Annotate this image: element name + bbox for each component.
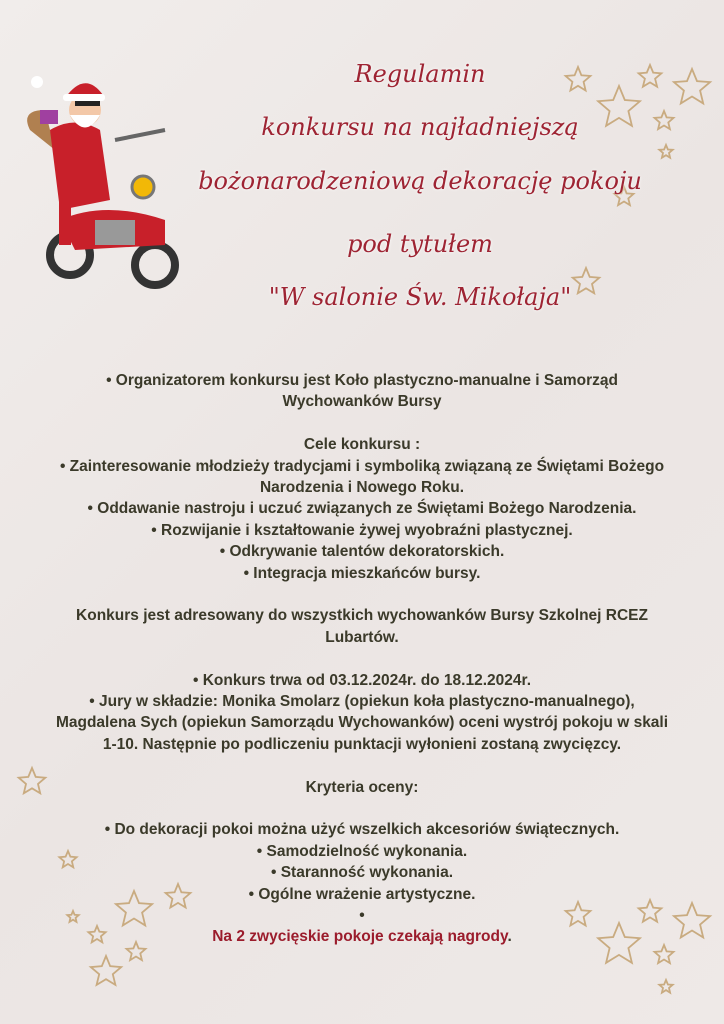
criteria-line: • Ogólne wrażenie artystyczne. [248,885,476,903]
organizer-line: Wychowanków Bursy [282,393,442,411]
goal-line: • Integracja mieszkańców bursy. [243,564,481,582]
audience-line: Konkurs jest adresowany do wszystkich wychowanków Bursy Szkolnej RCEZ [76,607,648,625]
regulations-body [20,370,704,948]
title-line: "W salonie Św. Mikołaja" [268,283,572,311]
detail-line: • Konkurs trwa od 03.12.2024r. do 18.12.2024r. [193,671,531,689]
goal-line: Narodzenia i Nowego Roku. [259,479,465,497]
organizer-line: • Organizatorem konkursu jest Koło plastyczno-manualne i Samorząd [106,372,618,389]
goals-heading: Cele konkursu : [303,436,421,454]
criteria-heading: Kryteria oceny: [305,778,419,796]
prize-text: Na 2 zwycięskie pokoje czekają nagrody [212,928,508,946]
goal-line: • Oddawanie nastroju i uczuć związanych ze Świętami Bożego Narodzenia. [87,500,637,518]
title-line: Regulamin [354,60,486,88]
audience-line: Lubartów. [325,628,399,646]
goal-line: • Zainteresowanie młodzieży tradycjami i symboliką związaną ze Świętami Bożego [59,457,665,475]
criteria-line: • Samodzielność wykonania. [256,842,468,860]
star-icon [659,145,672,158]
detail-line: Magdalena Sych (opiekun Samorządu Wychowanków) oceni wystrój pokoju w skali [55,714,669,732]
star-icon [659,980,672,993]
criteria-line: • [359,907,365,925]
criteria-line: • Do dekoracji pokoi można użyć wszelkich akcesoriów świątecznych. [104,821,620,839]
star-icon [91,956,121,985]
prize-line [20,926,704,947]
goal-line: • Rozwijanie i kształtowanie żywej wyobraźni plastycznej. [151,521,573,539]
goal-line: • Odkrywanie talentów dekoratorskich. [219,543,505,561]
detail-line: 1-10. Następnie po podliczeniu punktacji wyłonieni zostaną zwycięzcy. [102,735,622,753]
title-line: pod tytułem [347,230,493,258]
title-line: bożonarodzeniową dekorację pokoju [198,167,642,195]
criteria-line: • Staranność wykonania. [270,864,453,882]
prize-period: . [507,928,512,946]
title-line: konkursu na najładniejszą [261,113,579,141]
detail-line: • Jury w składzie: Monika Smolarz (opiekun koła plastyczno-manualnego), [89,693,635,711]
